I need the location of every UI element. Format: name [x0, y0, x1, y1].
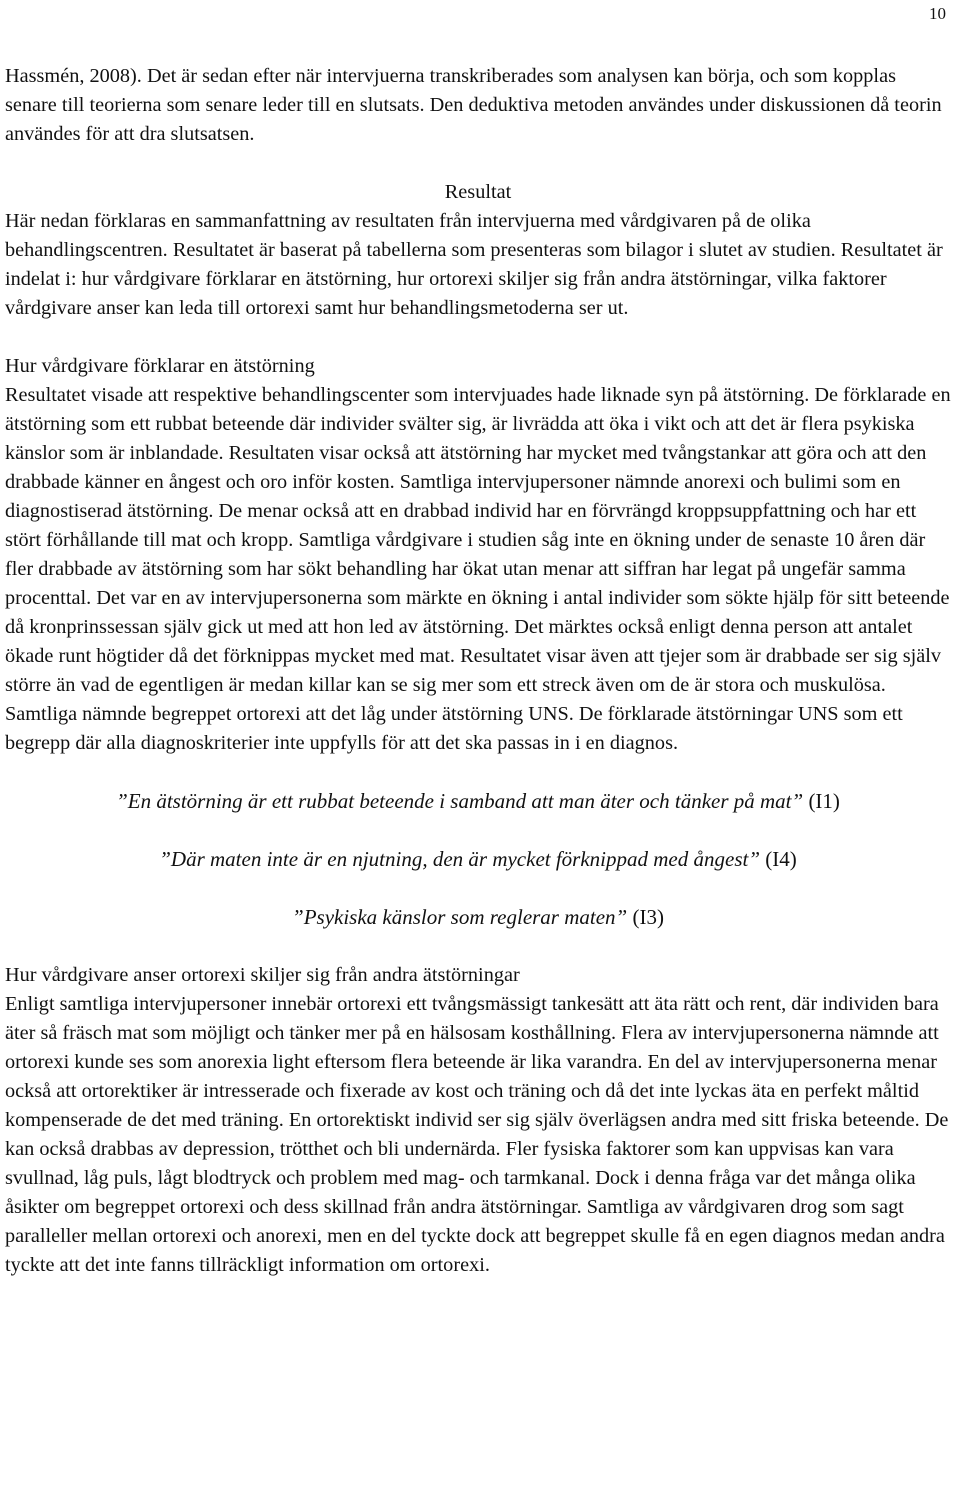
- quote-3-text: ”Psykiska känslor som reglerar maten”: [292, 905, 628, 929]
- quote-1: [5, 787, 951, 816]
- results-paragraph: Här nedan förklaras en sammanfattning av resultaten från intervjuerna med vårdgivaren på de olika behandlingscentren. Resultatet är baserat på tabellerna som presenteras som bilagor i slutet av studien. Resultatet är indelat i: hur vårdgivare förklarar en ätstörning, hur ortorexi skiljer sig från andra ätstörningar, vilka faktorer vårdgivare anser kan leda till ortorexi samt hur behandlingsmetoderna ser ut.: [5, 210, 943, 319]
- quote-1-ref: (I1): [808, 789, 840, 813]
- intro-paragraph: Hassmén, 2008). Det är sedan efter när intervjuerna transkriberades som analysen kan börja, och som kopplas senare till teorierna som senare leder till en slutsats. Den deduktiva metoden användes under diskussionen då teorin användes för att dra slutsatsen.: [5, 65, 942, 145]
- explain-heading: Hur vårdgivare förklarar en ätstörning: [5, 355, 315, 377]
- quote-2: [5, 845, 951, 874]
- page-number: 10: [929, 4, 946, 23]
- results-heading: Resultat: [444, 181, 512, 203]
- explain-paragraph: Resultatet visade att respektive behandlingscenter som intervjuades hade liknade syn på ätstörning. De förklarade en ätstörning som ett rubbat beteende där individer svälter sig, är livrädda att öka i vikt och att det är flera psykiska känslor som är inblandade. Resultaten visar också att ätstörning har mycket med tvångstankar att göra och att den drabbade känner en ångest och oro inför kosten. Samtliga intervjupersoner nämnde anorexi och bulimi som en diagnostiserad ätstörning. De menar också att en drabbad individ har en förvrängd kroppsuppfattning och har ett stört förhållande till mat och kropp. Samtliga vårdgivare i studien såg inte en ökning under de senaste 10 åren där fler drabbade av ätstörning som har sökt behandling har ökat utan menar att siffran har legat på ungefär samma procenttal. Det var en av intervjupersonerna som märkte en ökning i antal individer som sökte hjälp för sitt beteende då kronprinssessan själv gick ut med att hon led av ätstörning. Det märktes också enligt denna person att antalet ökade runt högtider då det förknippas mycket med mat. Resultatet visar även att tjejer som är drabbade ser sig själv större än vad de egentligen är medan killar kan se sig mer som ett streck även om de är stora och muskulösa. Samtliga nämnde begreppet ortorexi att det låg under ätstörning UNS. De förklarade ätstörningar UNS som ett begrepp där alla diagnoskriterier inte uppfylls för att det ska passas in i en diagnos.: [5, 384, 951, 754]
- ortho-heading: Hur vårdgivare anser ortorexi skiljer sig från andra ätstörningar: [5, 964, 520, 986]
- explain-section: [5, 352, 951, 758]
- quote-2-text: ”Där maten inte är en njutning, den är mycket förknippad med ångest”: [159, 847, 761, 871]
- document-body: [5, 62, 951, 1280]
- ortho-paragraph: Enligt samtliga intervjupersoner innebär ortorexi ett tvångsmässigt tankesätt att äta rätt och rent, där individen bara äter så fräsch mat som möjligt och tänker mer på en hälsosam kosthållning. Flera av intervjupersonerna nämnde att ortorexi kunde ses som anorexia light eftersom flera beteende är lika varandra. En del av intervjupersonerna menar också att ortorektiker är intresserade och fixerade av kost och träning och då det inte lyckas äta en perfekt måltid kompenserade de det med träning. En ortorektiskt individ ser sig själv överlägsen andra med sitt friska beteende. De kan också drabbas av depression, trötthet och bli undernärda. Fler fysiska faktorer som kan uppvisas kan vara svullnad, låg puls, lågt blodtryck och problem med mag- och tarmkanal. Dock i denna fråga var det många olika åsikter om begreppet ortorexi och dess skillnad från andra ätstörningar. Samtliga av vårdgivaren drog som sagt paralleller mellan ortorexi och anorexi, men en del tyckte dock att begreppet skulle få en egen diagnos medan andra tyckte att det inte fanns tillräckligt information om ortorexi.: [5, 993, 949, 1276]
- quote-3-ref: (I3): [632, 905, 664, 929]
- quote-1-text: ”En ätstörning är ett rubbat beteende i samband att man äter och tänker på mat”: [116, 789, 804, 813]
- ortho-section: [5, 961, 951, 1280]
- quote-3: [5, 903, 951, 932]
- quote-2-ref: (I4): [765, 847, 797, 871]
